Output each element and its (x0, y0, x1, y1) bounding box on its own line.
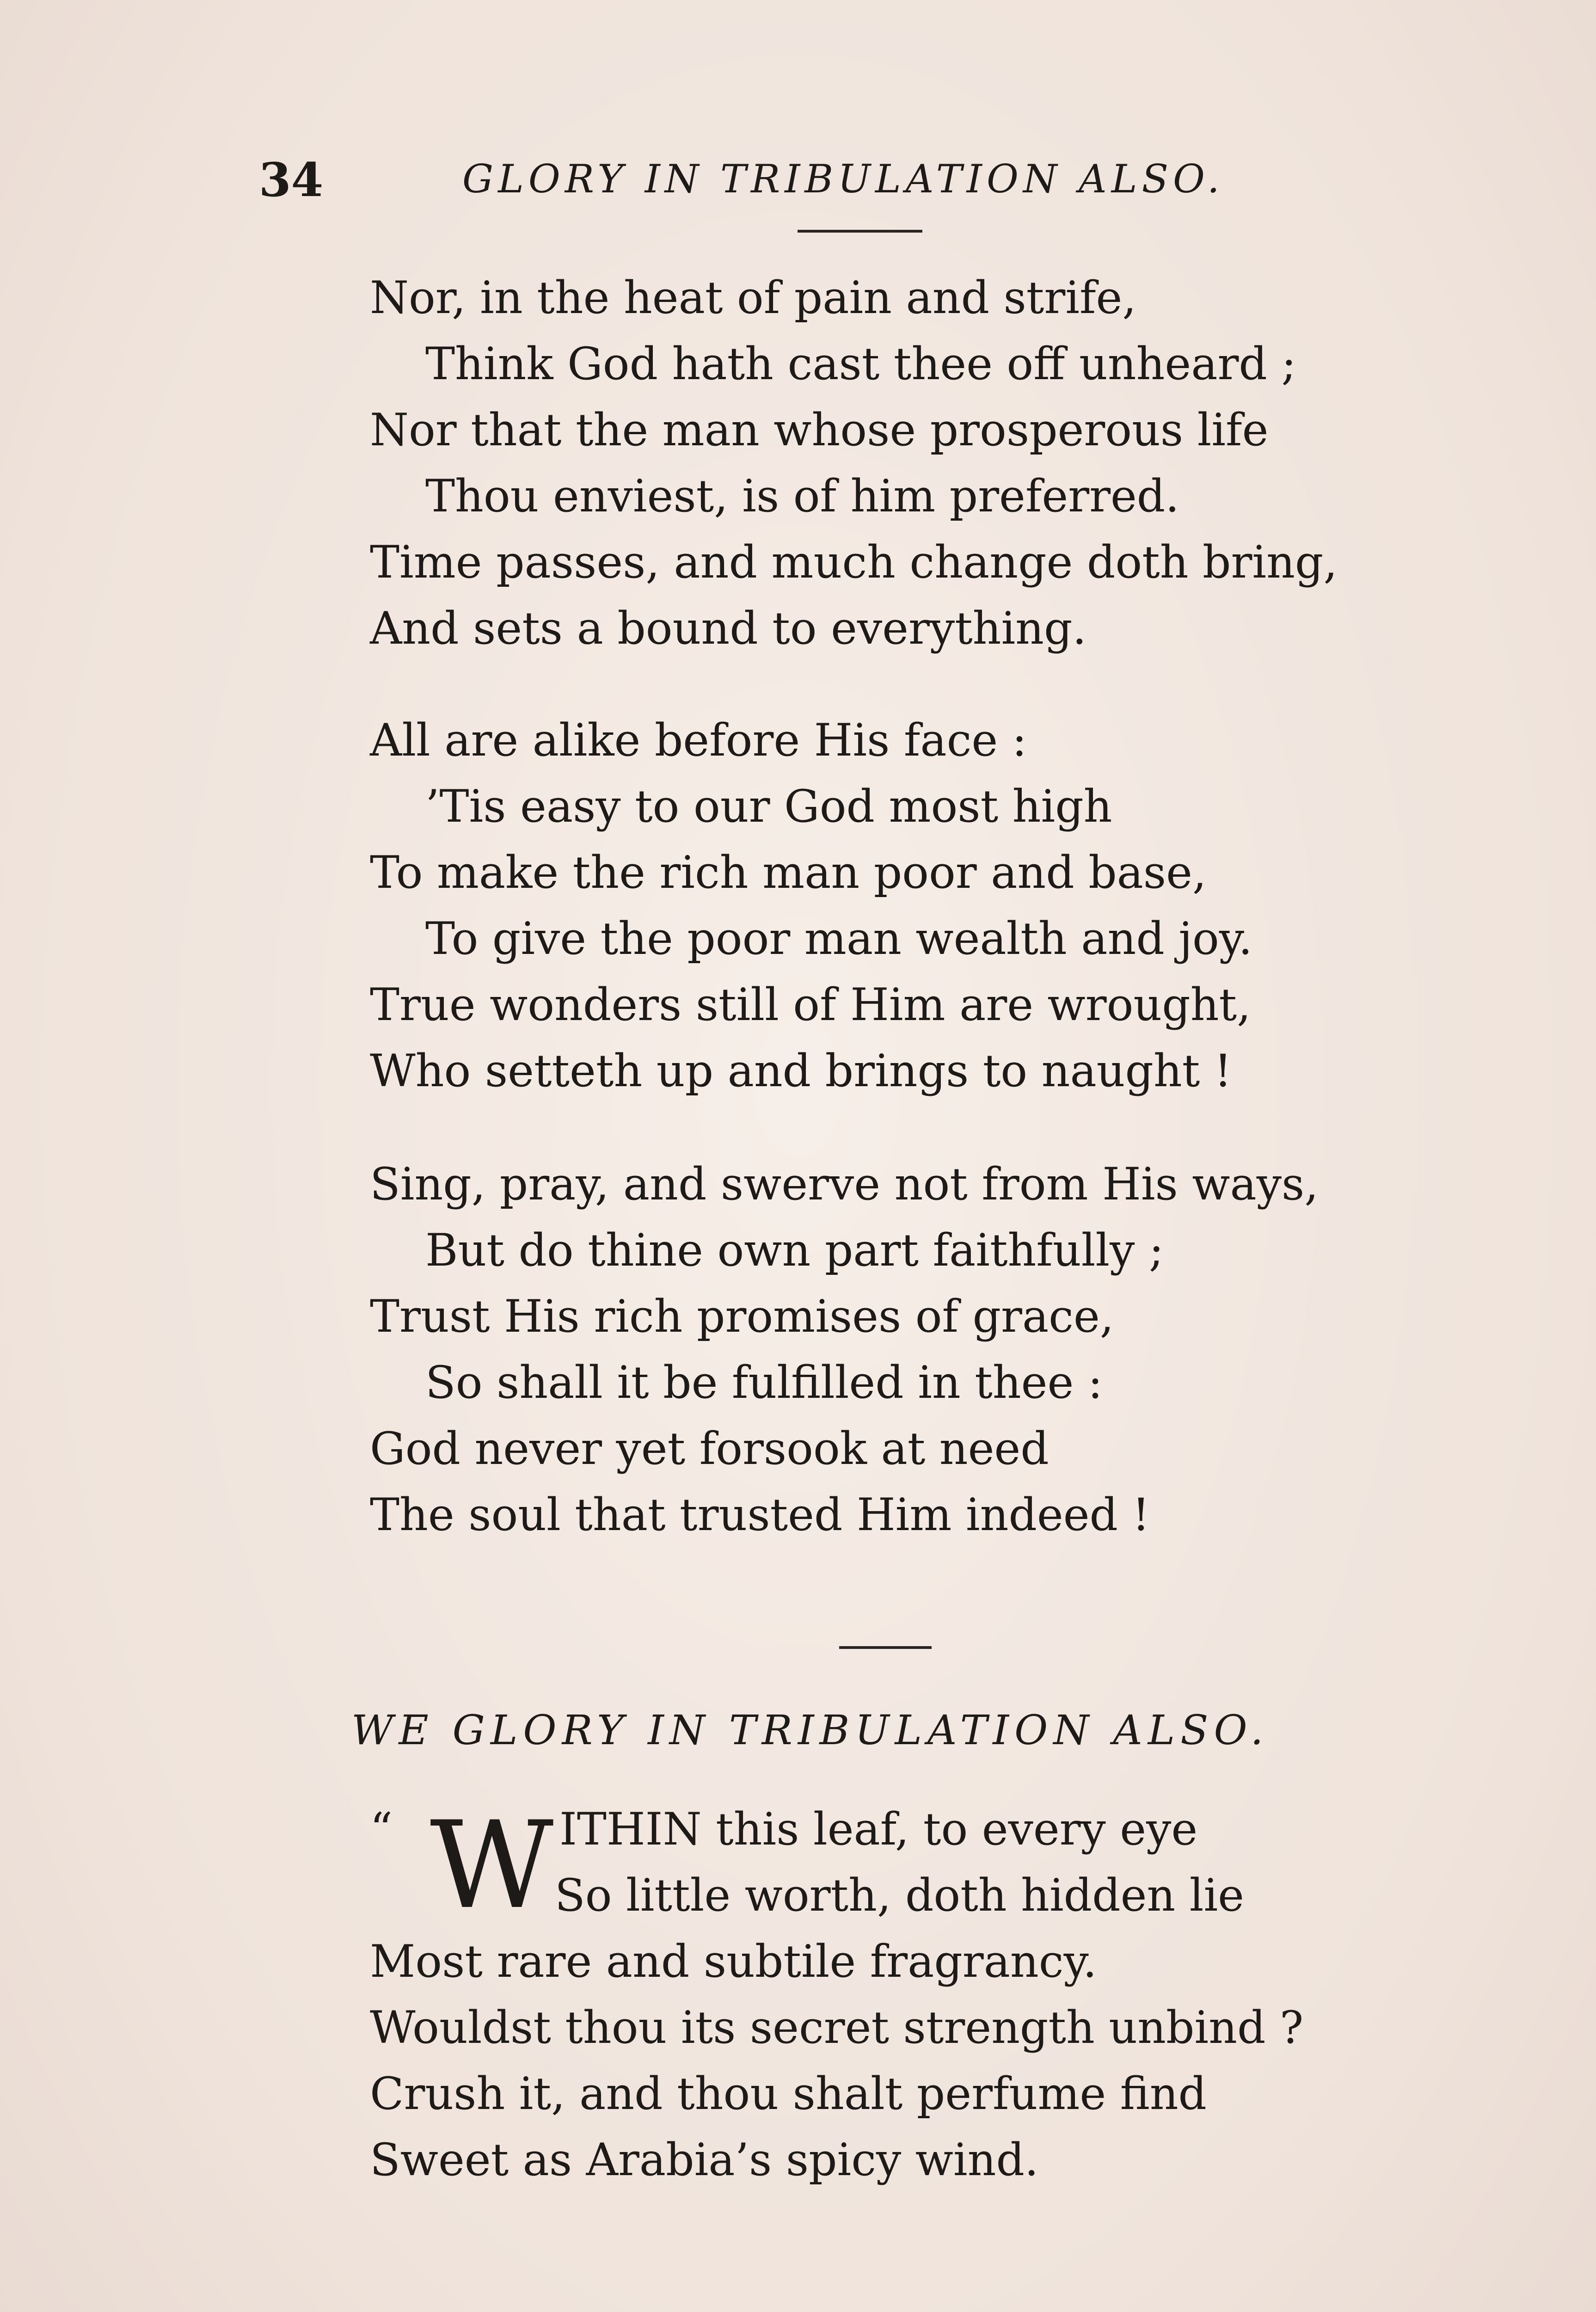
verse-line: And sets a bound to everything. (370, 603, 1087, 654)
verse-line: Time passes, and much change doth bring, (370, 536, 1338, 588)
verse-line: Nor, in the heat of pain and strife, (370, 272, 1136, 324)
page-number: 34 (259, 153, 324, 207)
verse-line: Who setteth up and brings to naught ! (370, 1045, 1232, 1097)
verse-line: ITHIN this leaf, to every eye (559, 1803, 1198, 1855)
stanza-2 (370, 707, 1433, 1104)
verse-line: Crush it, and thou shalt perfume find (370, 2068, 1207, 2120)
verse-line: But do thine own part faithfully ; (425, 1224, 1164, 1276)
verse-line: Sing, pray, and swerve not from His ways, (370, 1158, 1319, 1210)
verse-line: Thou enviest, is of him preferred. (425, 470, 1179, 522)
verse-line: Nor that the man whose prosperous life (370, 404, 1269, 456)
verse-line: Wouldst thou its secret strength unbind ? (370, 2002, 1304, 2054)
verse-line: The soul that trusted Him indeed ! (370, 1489, 1150, 1541)
verse-line: Think God hath cast thee off unheard ; (425, 338, 1296, 390)
verse-line: So little worth, doth hidden lie (555, 1869, 1244, 1921)
verse-line: God never yet forsook at need (370, 1423, 1049, 1475)
verse-line: Sweet as Arabia’s spicy wind. (370, 2134, 1039, 2186)
verse-line: Most rare and subtile fragrancy. (370, 1936, 1097, 1987)
verse-line: All are alike before His face : (370, 714, 1027, 766)
drop-cap: W (430, 1796, 554, 1936)
section-divider (839, 1646, 932, 1649)
poem-title: WE GLORY IN TRIBULATION ALSO. (351, 1706, 1269, 1754)
running-title: GLORY IN TRIBULATION ALSO. (462, 156, 1224, 202)
stanza-1 (370, 265, 1433, 662)
verse-line: ’Tis easy to our God most high (425, 781, 1112, 832)
stanza-3 (370, 1151, 1433, 1548)
open-quote: “ (370, 1803, 393, 1855)
verse-line: To make the rich man poor and base, (370, 847, 1207, 898)
stanza-4 (370, 1796, 1433, 2193)
verse-line: So shall it be fulfilled in thee : (425, 1357, 1103, 1408)
verse-line: True wonders still of Him are wrought, (370, 979, 1251, 1031)
page-header (259, 153, 1285, 217)
verse-line: Trust His rich promises of grace, (370, 1291, 1114, 1342)
verse-line: To give the poor man wealth and joy. (425, 913, 1252, 965)
header-divider (798, 230, 922, 233)
